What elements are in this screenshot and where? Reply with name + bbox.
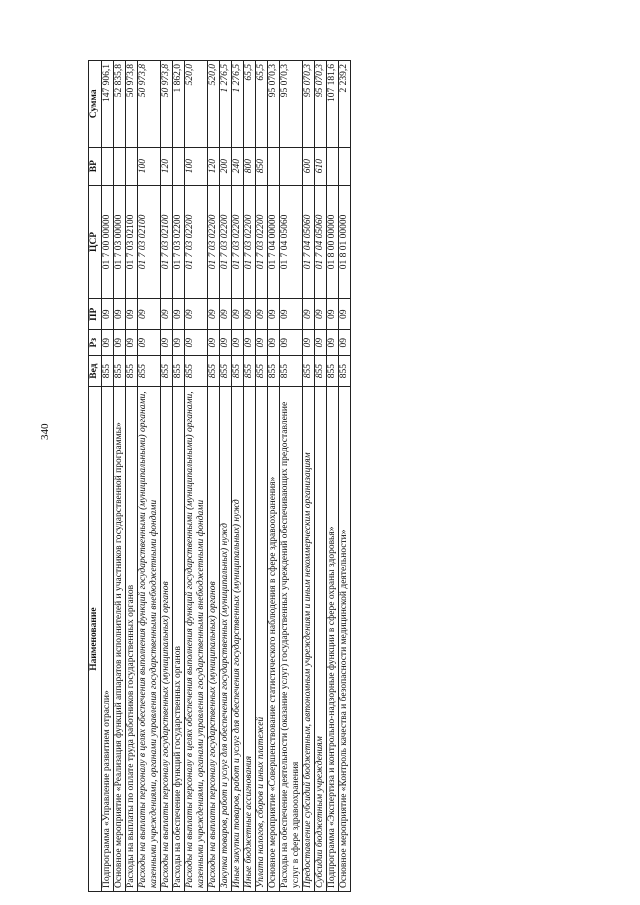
cell-csr: 01 7 03 02100 (161, 185, 173, 299)
cell-csr: 01 7 04 00000 (268, 185, 280, 299)
table-row (256, 61, 268, 892)
cell-vr (114, 147, 126, 185)
cell-vr: 600 (303, 147, 315, 185)
cell-sum: 520,0 (208, 61, 220, 148)
cell-csr: 01 7 03 02200 (232, 185, 244, 299)
column-header-name: Наименование (89, 387, 102, 892)
cell-sum: 147 906,1 (102, 61, 114, 148)
cell-csr: 01 7 04 05060 (315, 185, 327, 299)
cell-rz: 09 (268, 330, 280, 356)
cell-ved: 855 (208, 356, 220, 387)
table-row (102, 61, 114, 892)
cell-csr: 01 7 03 02100 (126, 185, 138, 299)
cell-vr: 120 (161, 147, 173, 185)
cell-pr: 09 (232, 299, 244, 330)
cell-csr: 01 7 04 05060 (280, 185, 303, 299)
cell-pr: 09 (339, 299, 351, 330)
table-row (232, 61, 244, 892)
page-number: 340 (39, 423, 51, 440)
cell-name: Основное мероприятие «Контроль качества и безопасности медицинской деятельности» (339, 387, 351, 892)
table-row (244, 61, 256, 892)
column-header-pr: ПР (89, 299, 102, 330)
cell-vr (102, 147, 114, 185)
cell-pr: 09 (327, 299, 339, 330)
cell-name: Подпрограмма «Экспертиза и контрольно-надзорные функции в сфере охраны здоровья» (327, 387, 339, 892)
cell-rz: 09 (220, 330, 232, 356)
column-header-ved: Вед (89, 356, 102, 387)
cell-rz: 09 (102, 330, 114, 356)
cell-pr: 09 (256, 299, 268, 330)
column-header-rz: Рз (89, 330, 102, 356)
cell-rz: 09 (244, 330, 256, 356)
cell-ved: 855 (220, 356, 232, 387)
cell-pr: 09 (303, 299, 315, 330)
cell-pr: 09 (244, 299, 256, 330)
rotated-table-container (88, 60, 351, 892)
table-row (208, 61, 220, 892)
cell-rz: 09 (280, 330, 303, 356)
cell-ved: 855 (185, 356, 208, 387)
cell-vr (280, 147, 303, 185)
cell-vr: 100 (138, 147, 161, 185)
cell-pr: 09 (173, 299, 185, 330)
cell-ved: 855 (256, 356, 268, 387)
cell-sum: 52 835,8 (114, 61, 126, 148)
cell-csr: 01 7 03 00000 (114, 185, 126, 299)
cell-name: Расходы на выплаты персоналу государственных (муниципальных) органов (161, 387, 173, 892)
cell-rz: 09 (339, 330, 351, 356)
cell-rz: 09 (303, 330, 315, 356)
cell-pr: 09 (185, 299, 208, 330)
cell-csr: 01 7 03 02200 (173, 185, 185, 299)
cell-csr: 01 7 03 02200 (208, 185, 220, 299)
table-row (173, 61, 185, 892)
table-row (327, 61, 339, 892)
table-row (303, 61, 315, 892)
cell-ved: 855 (327, 356, 339, 387)
cell-ved: 855 (280, 356, 303, 387)
cell-vr: 610 (315, 147, 327, 185)
cell-vr: 800 (244, 147, 256, 185)
cell-sum: 95 070,3 (268, 61, 280, 148)
cell-ved: 855 (161, 356, 173, 387)
cell-name: Подпрограмма «Управление развитием отрасли» (102, 387, 114, 892)
cell-sum: 95 070,3 (303, 61, 315, 148)
cell-ved: 855 (244, 356, 256, 387)
cell-name: Уплата налогов, сборов и иных платежей (256, 387, 268, 892)
cell-rz: 09 (173, 330, 185, 356)
cell-sum: 2 239,2 (339, 61, 351, 148)
column-header-sum: Сумма (89, 61, 102, 148)
cell-pr: 09 (280, 299, 303, 330)
cell-sum: 65,5 (256, 61, 268, 148)
cell-csr: 01 8 01 00000 (339, 185, 351, 299)
cell-csr: 01 7 00 00000 (102, 185, 114, 299)
cell-sum: 65,5 (244, 61, 256, 148)
cell-csr: 01 7 03 02200 (256, 185, 268, 299)
cell-sum: 1 276,5 (220, 61, 232, 148)
cell-pr: 09 (208, 299, 220, 330)
cell-csr: 01 8 00 00000 (327, 185, 339, 299)
cell-ved: 855 (173, 356, 185, 387)
cell-rz: 09 (208, 330, 220, 356)
column-header-csr: ЦСР (89, 185, 102, 299)
table-row (339, 61, 351, 892)
cell-rz: 09 (161, 330, 173, 356)
cell-name: Закупка товаров, работ и услуг для обеспечения государственных (муниципальных) нужд (220, 387, 232, 892)
cell-ved: 855 (303, 356, 315, 387)
cell-pr: 09 (220, 299, 232, 330)
cell-name: Расходы на обеспечение деятельности (оказание услуг) государственных учреждений обеспечивающих предоставление услуг в сфере здравоохранения (280, 387, 303, 892)
table-row (315, 61, 327, 892)
cell-csr: 01 7 03 02100 (138, 185, 161, 299)
cell-vr: 850 (256, 147, 268, 185)
cell-vr: 240 (232, 147, 244, 185)
cell-rz: 09 (126, 330, 138, 356)
cell-pr: 09 (138, 299, 161, 330)
cell-pr: 09 (114, 299, 126, 330)
cell-ved: 855 (315, 356, 327, 387)
cell-pr: 09 (315, 299, 327, 330)
cell-name: Расходы на выплаты персоналу в целях обеспечения выполнения функций государственными (муниципальными) органами, казенными учреждениями, органами управления государственными внебюджетными фондами (185, 387, 208, 892)
cell-pr: 09 (268, 299, 280, 330)
cell-vr: 100 (185, 147, 208, 185)
cell-name: Иные закупки товаров, работ и услуг для обеспечения государственных (муниципальных) нужд (232, 387, 244, 892)
cell-name: Основное мероприятие «Реализация функций аппаратов исполнителей и участников государственной программы» (114, 387, 126, 892)
cell-ved: 855 (339, 356, 351, 387)
cell-sum: 50 973,8 (126, 61, 138, 148)
cell-rz: 09 (315, 330, 327, 356)
cell-sum: 1 862,0 (173, 61, 185, 148)
cell-sum: 50 973,8 (138, 61, 161, 148)
cell-vr (268, 147, 280, 185)
cell-vr (339, 147, 351, 185)
table-row (138, 61, 161, 892)
cell-name: Расходы на выплаты персоналу государственных (муниципальных) органов (208, 387, 220, 892)
cell-name: Основное мероприятие «Совершенствование статистического наблюдения в сфере здравоохранения» (268, 387, 280, 892)
cell-csr: 01 7 04 05060 (303, 185, 315, 299)
table-header-row (89, 61, 102, 892)
cell-sum: 95 070,3 (315, 61, 327, 148)
cell-pr: 09 (126, 299, 138, 330)
cell-ved: 855 (138, 356, 161, 387)
cell-csr: 01 7 03 02200 (220, 185, 232, 299)
cell-ved: 855 (102, 356, 114, 387)
table-row (114, 61, 126, 892)
table-row (185, 61, 208, 892)
budget-table (88, 60, 351, 892)
cell-rz: 09 (185, 330, 208, 356)
table-row (161, 61, 173, 892)
cell-rz: 09 (138, 330, 161, 356)
column-header-vr: ВР (89, 147, 102, 185)
cell-name: Расходы на выплаты по оплате труда работников государственных органов (126, 387, 138, 892)
cell-vr (126, 147, 138, 185)
cell-vr (327, 147, 339, 185)
cell-csr: 01 7 03 02200 (244, 185, 256, 299)
table-row (126, 61, 138, 892)
cell-vr: 200 (220, 147, 232, 185)
cell-csr: 01 7 03 02200 (185, 185, 208, 299)
cell-ved: 855 (268, 356, 280, 387)
cell-sum: 107 181,6 (327, 61, 339, 148)
cell-rz: 09 (327, 330, 339, 356)
table-row (280, 61, 303, 892)
cell-vr (173, 147, 185, 185)
cell-pr: 09 (102, 299, 114, 330)
cell-rz: 09 (232, 330, 244, 356)
table-row (268, 61, 280, 892)
cell-vr: 120 (208, 147, 220, 185)
cell-sum: 1 276,5 (232, 61, 244, 148)
cell-name: Иные бюджетные ассигнования (244, 387, 256, 892)
cell-sum: 50 973,8 (161, 61, 173, 148)
cell-ved: 855 (232, 356, 244, 387)
table-row (220, 61, 232, 892)
cell-sum: 520,0 (185, 61, 208, 148)
cell-rz: 09 (256, 330, 268, 356)
cell-name: Предоставление субсидий бюджетным, автономным учреждениям и иным некоммерческим организациям (303, 387, 315, 892)
cell-name: Расходы на обеспечение функций государственных органов (173, 387, 185, 892)
cell-pr: 09 (161, 299, 173, 330)
cell-rz: 09 (114, 330, 126, 356)
cell-sum: 95 070,3 (280, 61, 303, 148)
cell-name: Субсидии бюджетным учреждениям (315, 387, 327, 892)
cell-name: Расходы на выплаты персоналу в целях обеспечения выполнения функций государственными (муниципальными) органами, казенными учреждениями, органами управления государственными внебюджетными фондами (138, 387, 161, 892)
cell-ved: 855 (114, 356, 126, 387)
cell-ved: 855 (126, 356, 138, 387)
